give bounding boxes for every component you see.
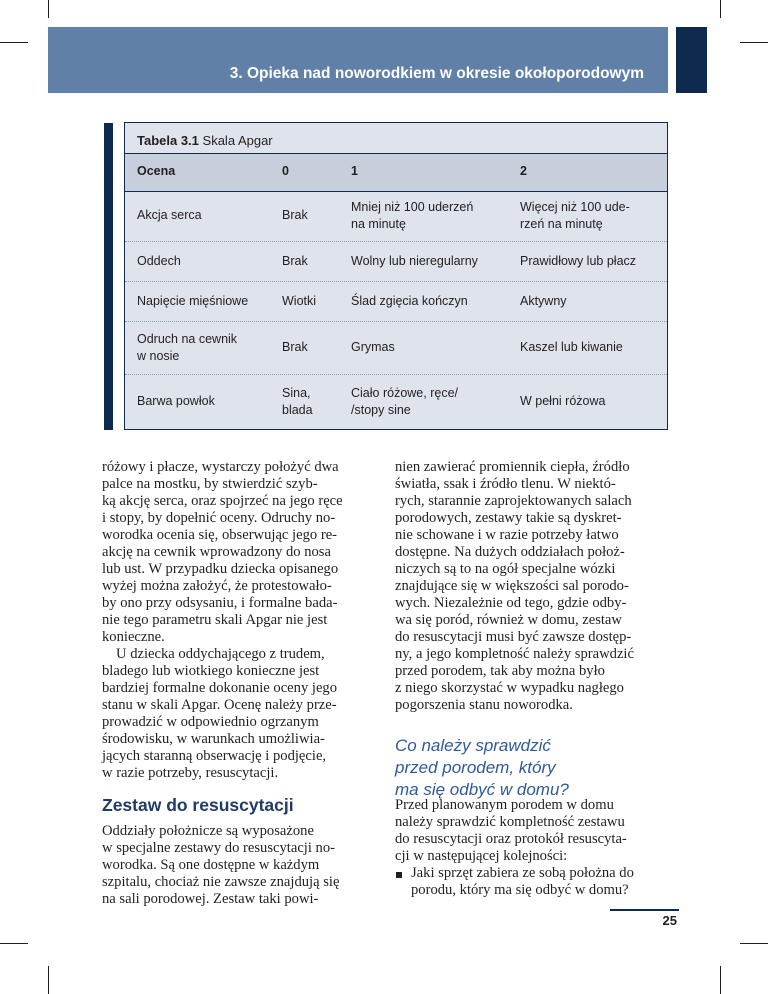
paragraph: różowy i płacze, wystarczy położyć dwa palce na mostku, by stwierdzić szyb- ką akcję serca, oraz spojrzeć na jego ręce i stopy, by dopełnić oceny. Odruchy no- worodka ocenia się, obserwując jego re- akcję na cewnik wprowadzony do nosa lub ust. W przypadku dziecka opisanego wyżej można założyć, że protestowało- by ono przy odsysaniu, i formalne bada- nie tego parametru skali Apgar nie jest konieczne. bbox=[102, 459, 343, 645]
apgar-table bbox=[124, 122, 668, 430]
chapter-title: 3. Opieka nad noworodkiem w okresie okołoporodowym bbox=[229, 65, 644, 82]
table-cell: Brak bbox=[282, 340, 308, 354]
crop-mark bbox=[740, 943, 768, 944]
paragraph: U dziecka oddychającego z trudem, bladego lub wiotkiego konieczne jest bardziej formalne dokonanie oceny jego stanu w skali Apgar. Ocenę należy prze- prowadzić w odpowiednio ogrzanym środowisku, w warunkach umożliwia- jących staranną obserwację i podjęcie, w razie potrzeby, resuscytacji. bbox=[102, 646, 338, 781]
crop-mark bbox=[0, 42, 28, 43]
table-cell: Odruch na cewnik w nosie bbox=[137, 331, 238, 363]
crop-mark bbox=[720, 0, 721, 18]
table-cell: Akcja serca bbox=[137, 208, 202, 222]
crop-mark bbox=[48, 966, 49, 994]
header-band bbox=[48, 27, 668, 93]
crop-mark bbox=[720, 966, 721, 994]
table-cell: Oddech bbox=[137, 253, 181, 268]
table-row-divider bbox=[125, 281, 667, 282]
bullet-square-icon bbox=[396, 872, 402, 878]
table-cell: Wiotki bbox=[282, 293, 317, 308]
left-column bbox=[102, 459, 380, 782]
table-cell: Sina, blada bbox=[282, 385, 313, 417]
table-caption-text: Skala Apgar bbox=[202, 133, 273, 148]
table-cell: Więcej niż 100 ude- rzeń na minutę bbox=[520, 199, 630, 231]
right-column bbox=[395, 459, 680, 714]
table-sidebar-bar bbox=[104, 123, 113, 430]
table-cell: Ciało różowe, ręce/ /stopy sine bbox=[351, 385, 458, 417]
table-header-cell: 0 bbox=[282, 164, 289, 178]
section-heading: Zestaw do resuscytacji bbox=[102, 795, 294, 815]
table-cell: Wolny lub nieregularny bbox=[351, 253, 478, 268]
paragraph: Oddziały położnicze są wyposażone w specjalne zestawy do resuscytacji no- worodka. Są one dostępne w każdym szpitalu, chociaż nie zawsze znajdują się na sali porodowej. Zestaw taki powi- bbox=[102, 823, 340, 907]
table-cell: Ślad zgięcia kończyn bbox=[351, 293, 468, 308]
table-row-divider bbox=[125, 321, 667, 322]
page-number: 25 bbox=[662, 913, 677, 928]
paragraph: Przed planowanym porodem w domu należy sprawdzić kompletność zestawu do resuscytacji oraz protokół resuscyta- cji w następującej kolejności: bbox=[395, 797, 627, 864]
crop-mark bbox=[740, 42, 768, 43]
page-number-rule bbox=[610, 909, 679, 911]
table-row-divider bbox=[125, 374, 667, 375]
table-cell: Grymas bbox=[351, 340, 395, 354]
table-cell: Napięcie mięśniowe bbox=[137, 293, 249, 308]
table-header-cell: 2 bbox=[520, 164, 527, 178]
paragraph: nien zawierać promiennik ciepła, źródło światła, ssak i źródło tlenu. W niektó- rych, starannie zaprojektowanych salach porodowych, zestawy takie są dyskret- nie schowane i w razie potrzeby łatwo dostępne. Na dużych oddziałach położ- niczych są to na ogół specjalne wózki znajdujące się w większości sal porodo- wych. Niezależnie od tego, gdzie odby- wa się poród, również w domu, zestaw do resuscytacji musi być zawsze dostęp- ny, a jego kompletność należy sprawdzić przed porodem, tak aby można było z niego skorzystać w wypadku nagłego pogorszenia stanu noworodka. bbox=[395, 459, 634, 713]
table-cell: Prawidłowy lub płacz bbox=[520, 253, 637, 268]
table-cell: Barwa powłok bbox=[137, 394, 215, 408]
table-caption-label: Tabela 3.1 bbox=[137, 133, 199, 148]
table-cell: Kaszel lub kiwanie bbox=[520, 340, 623, 354]
table-header-cell: 1 bbox=[351, 164, 358, 178]
header-accent-block bbox=[676, 27, 707, 93]
table-header-row bbox=[125, 153, 667, 192]
table-cell: Brak bbox=[282, 253, 308, 268]
bullet-item: Jaki sprzęt zabiera ze sobą położna do porodu, który ma się odbyć w domu? bbox=[411, 865, 634, 898]
section-heading-italic: Co należy sprawdzić przed porodem, który ma się odbyć w domu? bbox=[395, 736, 569, 799]
table-cell: W pełni różowa bbox=[520, 394, 606, 408]
table-cell: Aktywny bbox=[520, 293, 567, 308]
table-cell: Brak bbox=[282, 208, 308, 222]
table-cell: Mniej niż 100 uderzeń na minutę bbox=[351, 199, 474, 231]
table-header-cell: Ocena bbox=[137, 164, 176, 178]
crop-mark bbox=[48, 0, 49, 18]
table-caption bbox=[137, 133, 273, 148]
table-row-divider bbox=[125, 241, 667, 242]
crop-mark bbox=[0, 943, 28, 944]
